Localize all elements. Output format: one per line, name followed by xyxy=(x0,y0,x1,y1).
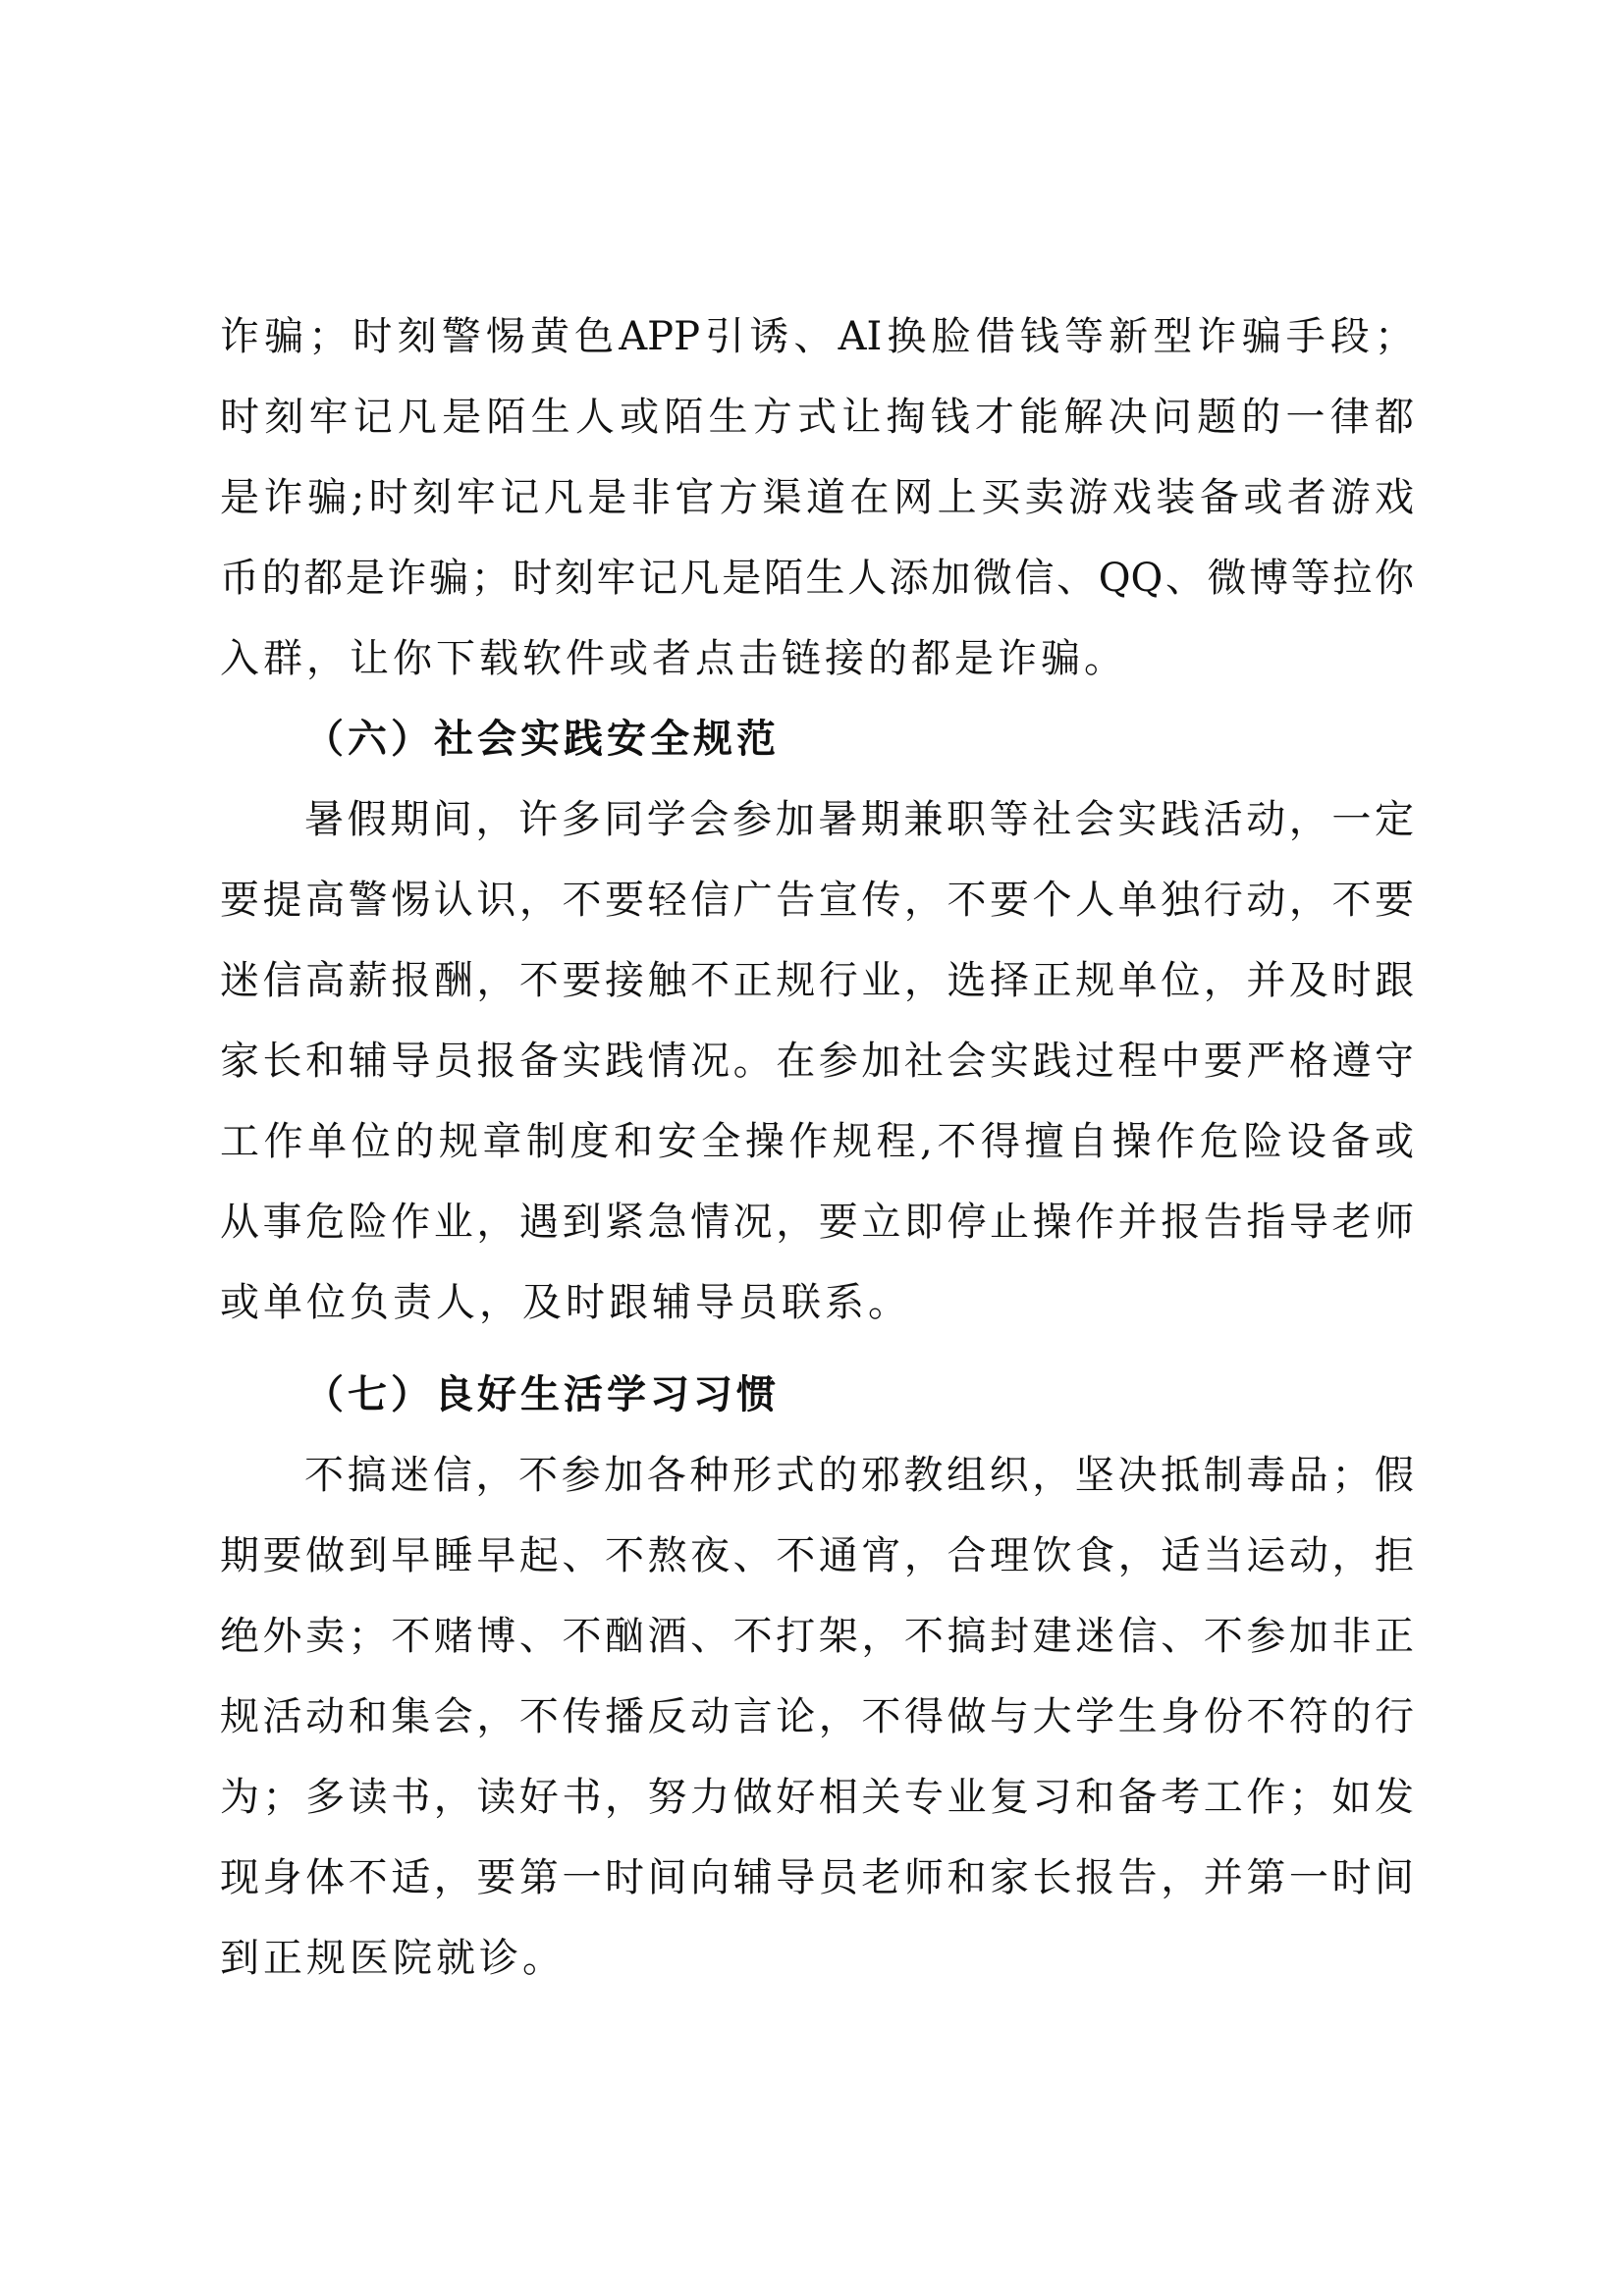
paragraph-line: 从事危险作业，遇到紧急情况，要立即停止操作并报告指导老师 xyxy=(220,1200,1414,1245)
paragraph-line: 为；多读书，读好书，努力做好相关专业复习和备考工作；如发 xyxy=(220,1775,1414,1820)
paragraph-line: 是诈骗;时刻牢记凡是非官方渠道在网上买卖游戏装备或者游戏 xyxy=(220,475,1414,520)
paragraph-line: 要提高警惕认识，不要轻信广告宣传，不要个人单独行动，不要 xyxy=(220,878,1414,923)
paragraph-line: 诈骗；时刻警惕黄色APP引诱、AI换脸借钱等新型诈骗手段； xyxy=(220,314,1414,359)
paragraph-line: 现身体不适，要第一时间向辅导员老师和家长报告，并第一时间 xyxy=(220,1855,1414,1900)
paragraph-line: 工作单位的规章制度和安全操作规程,不得擅自操作危险设备或 xyxy=(220,1119,1414,1164)
paragraph-line: 期要做到早睡早起、不熬夜、不通宵，合理饮食，适当运动，拒 xyxy=(220,1533,1414,1578)
paragraph-line: 家长和辅导员报备实践情况。在参加社会实践过程中要严格遵守 xyxy=(220,1039,1414,1084)
paragraph-line: 到正规医院就诊。 xyxy=(220,1936,566,1981)
paragraph-line: 币的都是诈骗；时刻牢记凡是陌生人添加微信、QQ、微博等拉你 xyxy=(220,556,1414,601)
paragraph-line: 暑假期间，许多同学会参加暑期兼职等社会实践活动，一定 xyxy=(304,797,1414,842)
section-heading-six: （六）社会实践安全规范 xyxy=(304,717,780,762)
paragraph-line: 绝外卖；不赌博、不酗酒、不打架，不搞封建迷信、不参加非正 xyxy=(220,1614,1414,1659)
section-heading-seven: （七）良好生活学习习惯 xyxy=(304,1372,780,1417)
paragraph-line: 规活动和集会，不传播反动言论，不得做与大学生身份不符的行 xyxy=(220,1694,1414,1739)
paragraph-line: 迷信高薪报酬，不要接触不正规行业，选择正规单位，并及时跟 xyxy=(220,958,1414,1003)
paragraph-line: 时刻牢记凡是陌生人或陌生方式让掏钱才能解决问题的一律都 xyxy=(220,395,1414,440)
paragraph-line: 入群，让你下载软件或者点击链接的都是诈骗。 xyxy=(220,636,1127,681)
paragraph-line: 或单位负责人，及时跟辅导员联系。 xyxy=(220,1280,911,1325)
paragraph-line: 不搞迷信，不参加各种形式的邪教组织，坚决抵制毒品；假 xyxy=(304,1453,1414,1498)
